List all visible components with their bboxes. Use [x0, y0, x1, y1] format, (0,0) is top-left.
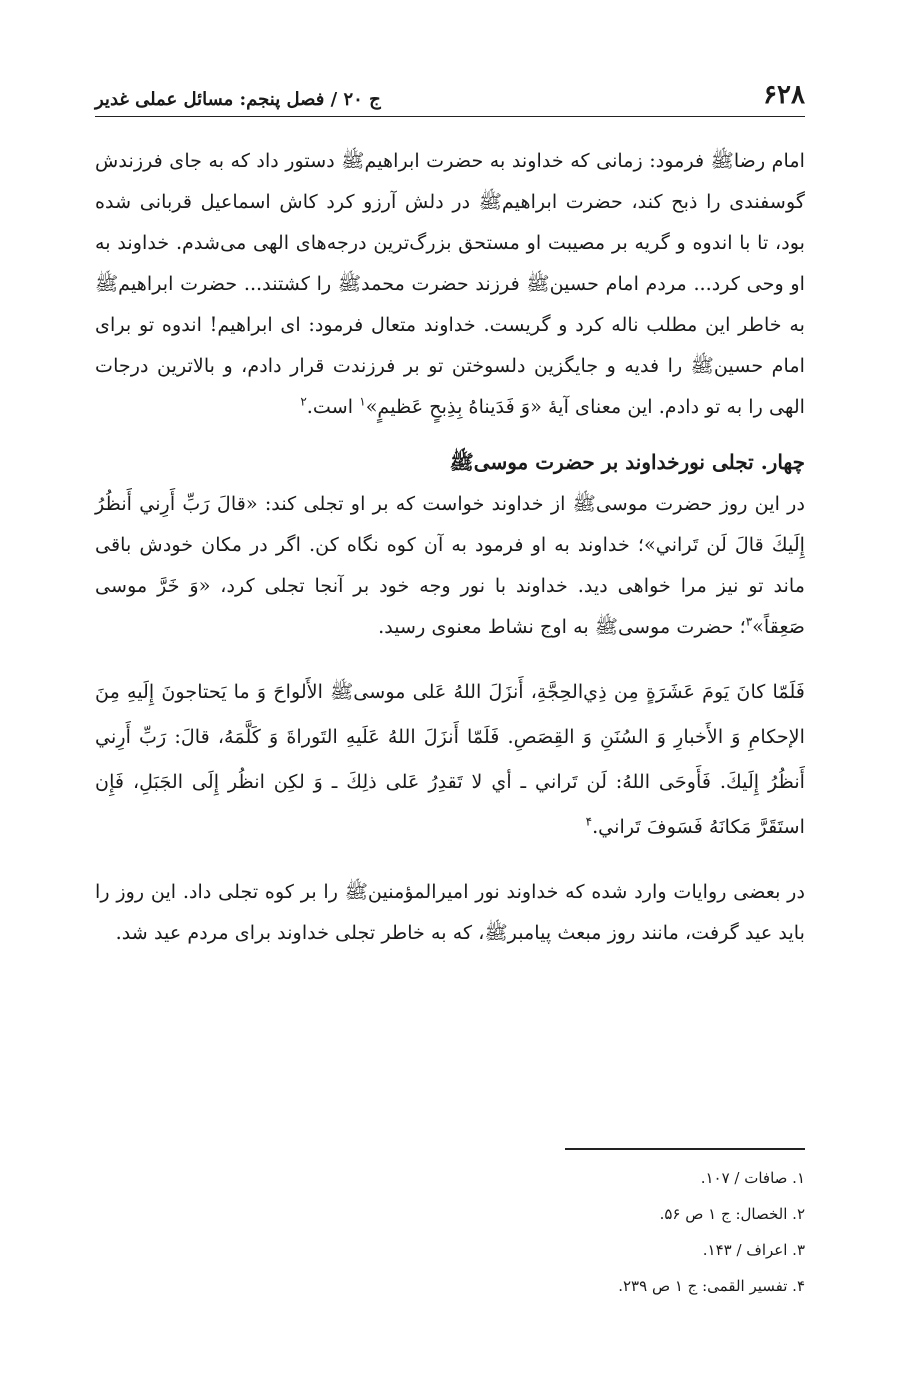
- footnote-ref-4: ۴: [585, 814, 593, 829]
- running-head: ج ۲۰ / فصل پنجم: مسائل عملی غدیر: [95, 89, 381, 110]
- section-heading: چهار. تجلی نورخداوند بر حضرت موسیﷺ: [449, 450, 805, 474]
- paragraph-1: [95, 140, 805, 427]
- paragraph-1-tail: است.: [306, 395, 360, 418]
- footnote-ref-1: ۱: [359, 394, 366, 409]
- arabic-quote-text: فَلَمّا كانَ يَومَ عَشَرَةٍ مِن ذِي‌الحِجَّةِ، أَنزَلَ اللهُ عَلى موسىﷺ الأَلواحَ وَ ما يَحتاجونَ إِلَيهِ مِنَ الإحكامِ وَ الأَخبارِ وَ السُنَنِ وَ القِصَصِ. فَلَمّا أَنزَلَ اللهُ عَلَيهِ التَوراةَ وَ كَلَّمَهُ، قالَ: رَبِّ أَرِني أَنظُرُ إِلَيكَ. فَأَوحَى اللهُ: لَن تَراني ـ أي لا تَقدِرُ عَلى ذلِكَ ـ وَ لكِن انظُر إِلَى الجَبَلِ، فَإِن استَقَرَّ مَكانَهُ فَسَوفَ تَراني.: [95, 680, 805, 838]
- footnote-2: ۲. الخصال: ج ۱ ص ۵۶.: [659, 1205, 805, 1223]
- footnote-1: ۱. صافات / ۱۰۷.: [700, 1169, 805, 1187]
- footnote-4: ۴. تفسیر القمی: ج ۱ ص ۲۳۹.: [618, 1277, 805, 1295]
- paragraph-1-text: امام رضاﷺ فرمود: زمانی که خداوند به حضرت ابراهیمﷺ دستور داد که به جای فرزندش گوسفندی را ذبح کند، حضرت ابراهیمﷺ در دلش آرزو کرد کاش اسماعیل قربانی شده بود، تا با اندوه و گریه بر مصیبت او مستحق بزرگ‌ترین درجه‌های الهی می‌شدم. خداوند به او وحی کرد... مردم امام حسینﷺ فرزند حضرت محمدﷺ را کشتند... حضرت ابراهیمﷺ به خاطر این مطلب ناله کرد و گریست. خداوند متعال فرمود: ای ابراهیم! اندوه تو برای امام حسینﷺ را فدیه و جایگزین دلسوختن تو بر فرزندت قرار دادم، و بالاترین درجات الهی را به تو دادم. این معنای آیهٔ «وَ فَدَيناهُ بِذِبحٍ عَظيمٍ»: [95, 149, 805, 418]
- footnote-ref-2: ۲: [300, 394, 307, 409]
- footnote-divider: [565, 1148, 805, 1150]
- footnotes: [95, 1148, 805, 1304]
- paragraph-2: [95, 483, 805, 647]
- paragraph-2-text: در این روز حضرت موسیﷺ از خداوند خواست که بر او تجلی کند: «قالَ رَبِّ أَرِني أَنظُرُ إِلَيكَ قالَ لَن تَراني»؛ خداوند به او فرمود به آن کوه نگاه کن. اگر در مکان خودش باقی ماند تو نیز مرا خواهی دید. خداوند با نور وجه خود بر آنجا تجلی کرد، «وَ خَرَّ موسى صَعِقاً»: [95, 492, 805, 638]
- footnote-ref-3: ۳: [745, 614, 753, 629]
- paragraph-2-tail: ؛ حضرت موسیﷺ به اوج نشاط معنوی رسید.: [378, 615, 746, 638]
- page-header: [95, 70, 805, 117]
- arabic-quote: [95, 669, 805, 849]
- page-number: ۶۲۸: [763, 80, 805, 110]
- footnote-3: ۳. اعراف / ۱۴۳.: [702, 1241, 805, 1259]
- body-text: [95, 140, 805, 953]
- paragraph-4: در بعضی روایات وارد شده که خداوند نور امیرالمؤمنینﷺ را بر کوه تجلی داد. این روز را باید عید گرفت، مانند روز مبعث پیامبرﷺ، که به خاطر تجلی خداوند برای مردم عید شد.: [95, 880, 805, 944]
